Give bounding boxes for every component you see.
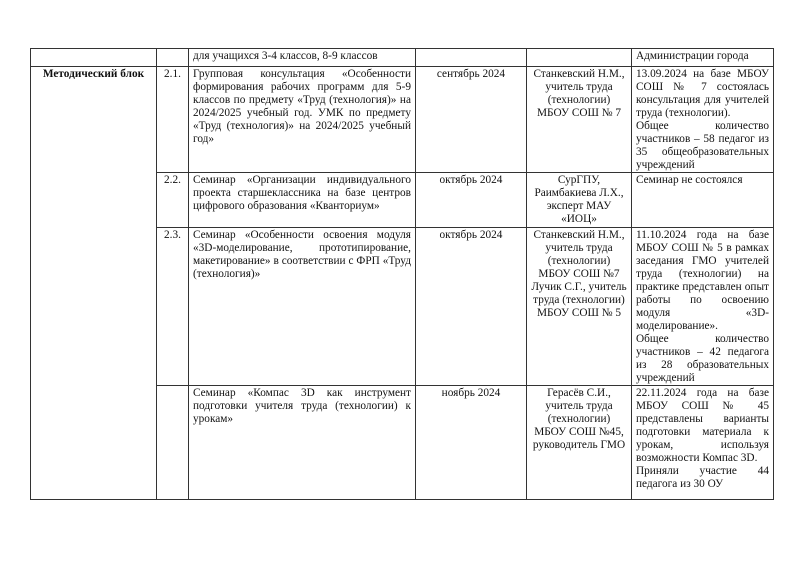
- number-cell: 2.1.: [157, 67, 189, 173]
- block-cell: Методический блок: [31, 67, 157, 500]
- number-cell: 2.2.: [157, 173, 189, 228]
- result-cell: [632, 386, 774, 500]
- result-cell: [632, 228, 774, 386]
- responsible-cell: СурГПУ, Раимбакиева Л.Х., эксперт МАУ «ИОЦ»: [527, 173, 632, 228]
- date-cell: сентябрь 2024: [416, 67, 527, 173]
- responsible-cell: Станкевский Н.М., учитель труда (технологии) МБОУ СОШ №7 Лучик С.Г., учитель труда (технологии) МБОУ СОШ № 5: [527, 228, 632, 386]
- event-cell: Семинар «Организации индивидуального проекта старшеклассника на базе центров цифрового образования «Кванториум»: [189, 173, 416, 228]
- result-paragraph: Семинар не состоялся: [636, 174, 743, 186]
- result-cell: [632, 49, 774, 67]
- date-cell: октябрь 2024: [416, 173, 527, 228]
- number-cell: [157, 49, 189, 67]
- result-cell: [632, 173, 774, 228]
- number-cell: [157, 386, 189, 500]
- responsible-cell: [527, 49, 632, 67]
- table-row: [31, 49, 774, 67]
- result-paragraph: Общее количество участников – 58 педагог из 35 общеобразовательных учреждений: [636, 120, 769, 171]
- result-paragraph: Администрации города: [636, 50, 749, 62]
- date-cell: [416, 49, 527, 67]
- plan-table: [30, 48, 774, 500]
- responsible-cell: Станкевский Н.М., учитель труда (технологии) МБОУ СОШ № 7: [527, 67, 632, 173]
- block-cell: [31, 49, 157, 67]
- event-cell: для учащихся 3-4 классов, 8-9 классов: [189, 49, 416, 67]
- date-cell: ноябрь 2024: [416, 386, 527, 500]
- event-cell: Групповая консультация «Особенности формирования рабочих программ для 5-9 классов по предмету «Труд (технология)» на 2024/2025 учебный год. УМК по предмету «Труд (технология)» на 2024/2025 учебный год»: [189, 67, 416, 173]
- responsible-cell: Герасёв С.И., учитель труда (технологии) МБОУ СОШ №45, руководитель ГМО: [527, 386, 632, 500]
- date-cell: октябрь 2024: [416, 228, 527, 386]
- result-paragraph: 13.09.2024 на базе МБОУ СОШ № 7 состоялась консультация для учителей труда (технологии).: [636, 68, 769, 119]
- number-cell: 2.3.: [157, 228, 189, 386]
- result-paragraph: Приняли участие 44 педагога из 30 ОУ: [636, 465, 769, 490]
- event-cell: Семинар «Компас 3D как инструмент подготовки учителя труда (технологии) к урокам»: [189, 386, 416, 500]
- event-cell: Семинар «Особенности освоения модуля «3D-моделирование, прототипирование, макетирование» в соответствии с ФРП «Труд (технология)»: [189, 228, 416, 386]
- result-paragraph: 11.10.2024 года на базе МБОУ СОШ № 5 в рамках заседания ГМО учителей труда (технологии) на практике представлен опыт работы по освоению модуля «3D-моделирование».: [636, 229, 769, 332]
- result-cell: [632, 67, 774, 173]
- result-paragraph: Общее количество участников – 42 педагога из 28 образовательных учреждений: [636, 333, 769, 384]
- result-paragraph: 22.11.2024 года на базе МБОУ СОШ № 45 представлены варианты подготовки материала к урокам, используя возможности Компас 3D.: [636, 387, 769, 464]
- table-row: [31, 67, 774, 173]
